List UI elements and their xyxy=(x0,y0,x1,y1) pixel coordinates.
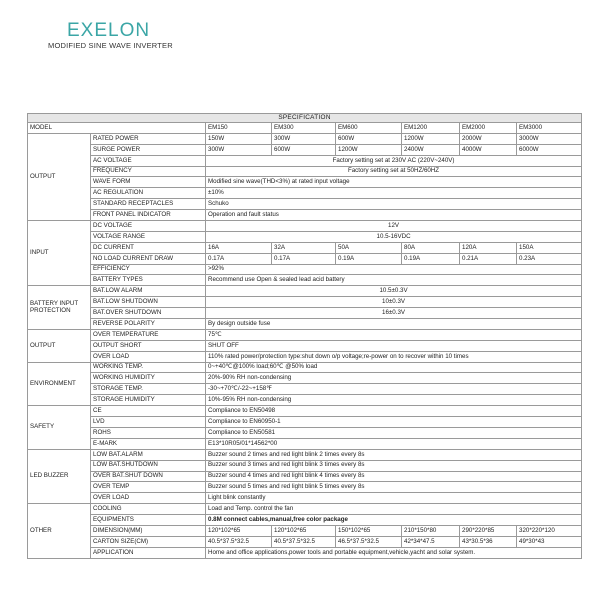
row-label: DC CURRENT xyxy=(91,242,206,253)
table-row xyxy=(28,123,582,134)
row-label: OVER LOAD xyxy=(91,493,206,504)
table-row xyxy=(28,264,582,275)
category-label: ENVIRONMENT xyxy=(28,362,91,406)
row-label: WORKING HUMIDITY xyxy=(91,373,206,384)
table-row xyxy=(28,384,582,395)
cell-value: 10%-95% RH non-condensing xyxy=(206,395,582,406)
cell-value: Modified sine wave(THD<3%) at rated input voltage xyxy=(206,177,582,188)
cell-value: By design outside fuse xyxy=(206,319,582,330)
category-line: BATTERY INPUT xyxy=(30,300,79,308)
table-row xyxy=(28,177,582,188)
cell-value: Recommend use Open & sealed lead acid battery xyxy=(206,275,582,286)
cell-value: EM1200 xyxy=(402,123,460,134)
cell-value: 2000W xyxy=(460,133,517,144)
cell-value: Compliance to EN50581 xyxy=(206,427,582,438)
cell-value: EM600 xyxy=(336,123,402,134)
row-label: DIMENSION(MM) xyxy=(91,525,206,536)
table-row xyxy=(28,482,582,493)
table-row xyxy=(28,536,582,547)
cell-value: 46.5*37.5*32.5 xyxy=(336,536,402,547)
table-row xyxy=(28,275,582,286)
cell-value: 20%-90% RH non-condensing xyxy=(206,373,582,384)
row-label: STANDARD RECEPTACLES xyxy=(91,199,206,210)
row-label: EFFICIENCY xyxy=(91,264,206,275)
cell-value: 10±0.3V xyxy=(206,297,582,308)
row-label: DC VOLTAGE xyxy=(91,221,206,232)
row-label: BAT.LOW SHUTDOWN xyxy=(91,297,206,308)
cell-value: E13*10R05/01*14562*00 xyxy=(206,438,582,449)
table-row xyxy=(28,155,582,166)
row-label: SURGE POWER xyxy=(91,144,206,155)
cell-value: 6000W xyxy=(517,144,582,155)
table-row xyxy=(28,417,582,428)
row-label: REVERSE POLARITY xyxy=(91,319,206,330)
cell-value: 80A xyxy=(402,242,460,253)
cell-value: Light blink constantly xyxy=(206,493,582,504)
table-row xyxy=(28,188,582,199)
cell-value: 4000W xyxy=(460,144,517,155)
cell-value: 120*102*65 xyxy=(206,525,272,536)
cell-value: 0.23A xyxy=(517,253,582,264)
row-label: CE xyxy=(91,406,206,417)
row-label: LOW BAT.SHUTDOWN xyxy=(91,460,206,471)
cell-value: 0.21A xyxy=(460,253,517,264)
cell-value: Buzzer sound 2 times and red light blink 2 times every 8s xyxy=(206,449,582,460)
row-label: ROHS xyxy=(91,427,206,438)
table-row xyxy=(28,308,582,319)
table-row xyxy=(28,242,582,253)
cell-value: Home and office applications,power tools and portable equipment,vehicle,yacht and solar system. xyxy=(206,547,582,558)
table-row xyxy=(28,395,582,406)
row-label: VOLTAGE RANGE xyxy=(91,231,206,242)
cell-value: 0.19A xyxy=(336,253,402,264)
table-row xyxy=(28,231,582,242)
cell-value: 210*150*80 xyxy=(402,525,460,536)
cell-value: 290*220*85 xyxy=(460,525,517,536)
cell-value: 120A xyxy=(460,242,517,253)
row-label: BAT.OVER SHUTDOWN xyxy=(91,308,206,319)
table-row xyxy=(28,438,582,449)
category-label: OUTPUT xyxy=(28,133,91,220)
cell-value: 300W xyxy=(206,144,272,155)
table-row xyxy=(28,547,582,558)
table-row xyxy=(28,406,582,417)
category-label: INPUT xyxy=(28,221,91,286)
row-label: CARTON SIZE(CM) xyxy=(91,536,206,547)
table-row xyxy=(28,493,582,504)
row-label: COOLING xyxy=(91,504,206,515)
cell-value: Factory setting set at 50HZ/60HZ xyxy=(206,166,582,177)
table-row xyxy=(28,133,582,144)
table-row xyxy=(28,525,582,536)
cell-value: Buzzer sound 5 times and red light blink 5 times every 8s xyxy=(206,482,582,493)
cell-value: Compliance to EN50498 xyxy=(206,406,582,417)
table-row xyxy=(28,329,582,340)
cell-value: 49*30*43 xyxy=(517,536,582,547)
cell-value: 120*102*65 xyxy=(272,525,336,536)
table-row xyxy=(28,449,582,460)
cell-value: EM150 xyxy=(206,123,272,134)
specification-table xyxy=(27,113,582,559)
cell-value: 16±0.3V xyxy=(206,308,582,319)
row-label: MODEL xyxy=(28,123,206,134)
cell-value: 10.5-16VDC xyxy=(206,231,582,242)
cell-value: 1200W xyxy=(336,144,402,155)
cell-value: 320*220*120 xyxy=(517,525,582,536)
table-row xyxy=(28,166,582,177)
cell-value: Operation and fault status xyxy=(206,210,582,221)
row-label: STORAGE TEMP. xyxy=(91,384,206,395)
cell-value: 600W xyxy=(272,144,336,155)
category-label xyxy=(28,286,91,330)
cell-value: 0.17A xyxy=(206,253,272,264)
row-label: FREQUENCY xyxy=(91,166,206,177)
row-label: APPLICATION xyxy=(91,547,206,558)
category-label: LED BUZZER xyxy=(28,449,91,503)
cell-value: Buzzer sound 3 times and red light blink 3 times every 8s xyxy=(206,460,582,471)
table-row xyxy=(28,427,582,438)
cell-value: EM3000 xyxy=(517,123,582,134)
cell-value: 300W xyxy=(272,133,336,144)
cell-value: 0.8M connect cables,manual,free color package xyxy=(206,515,582,526)
cell-value: Schuko xyxy=(206,199,582,210)
table-row xyxy=(28,221,582,232)
table-row xyxy=(28,340,582,351)
cell-value: 40.5*37.5*32.5 xyxy=(272,536,336,547)
cell-value: EM2000 xyxy=(460,123,517,134)
row-label: LOW BAT.ALARM xyxy=(91,449,206,460)
cell-value: Buzzer sound 4 times and red light blink 4 times every 8s xyxy=(206,471,582,482)
category-label: SAFETY xyxy=(28,406,91,450)
row-label: OVER TEMP xyxy=(91,482,206,493)
row-label: OVER LOAD xyxy=(91,351,206,362)
cell-value: 12V xyxy=(206,221,582,232)
cell-value: ±10% xyxy=(206,188,582,199)
row-label: BATTERY TYPES xyxy=(91,275,206,286)
row-label: AC VOLTAGE xyxy=(91,155,206,166)
row-label: WAVE FORM xyxy=(91,177,206,188)
cell-value: 42*34*47.5 xyxy=(402,536,460,547)
cell-value: 32A xyxy=(272,242,336,253)
cell-value: 2400W xyxy=(402,144,460,155)
row-label: E-MARK xyxy=(91,438,206,449)
row-label: BAT.LOW ALARM xyxy=(91,286,206,297)
cell-value: 150W xyxy=(206,133,272,144)
cell-value: Compliance to EN60950-1 xyxy=(206,417,582,428)
table-row xyxy=(28,515,582,526)
table-row xyxy=(28,286,582,297)
cell-value: 150A xyxy=(517,242,582,253)
cell-value: >92% xyxy=(206,264,582,275)
row-label: LVD xyxy=(91,417,206,428)
row-label: OUTPUT SHORT xyxy=(91,340,206,351)
row-label: OVER BAT.SHUT DOWN xyxy=(91,471,206,482)
row-label: FRONT PANEL INDICATOR xyxy=(91,210,206,221)
table-title: SPECIFICATION xyxy=(28,114,582,123)
cell-value: 43*30.5*36 xyxy=(460,536,517,547)
cell-value: 110% rated power/protection type:shut down o/p voltage;re-power on to recover within 10 times xyxy=(206,351,582,362)
row-label: NO LOAD CURRENT DRAW xyxy=(91,253,206,264)
table-row xyxy=(28,253,582,264)
table-row xyxy=(28,373,582,384)
cell-value: 75℃ xyxy=(206,329,582,340)
table-row xyxy=(28,114,582,123)
cell-value: Factory setting set at 230V AC (220V~240V) xyxy=(206,155,582,166)
cell-value: 3000W xyxy=(517,133,582,144)
table-row xyxy=(28,460,582,471)
category-label: OTHER xyxy=(28,504,91,558)
header xyxy=(0,0,600,110)
row-label: AC REGULATION xyxy=(91,188,206,199)
category-label: OUTPUT xyxy=(28,329,91,362)
cell-value: 0.17A xyxy=(272,253,336,264)
category-line: PROTECTION xyxy=(30,306,71,314)
table-row xyxy=(28,504,582,515)
cell-value: 150*102*65 xyxy=(336,525,402,536)
row-label: EQUIPMENTS xyxy=(91,515,206,526)
cell-value: 0~+40℃@100% load;60℃ @50% load xyxy=(206,362,582,373)
cell-value: 0.19A xyxy=(402,253,460,264)
cell-value: -30~+70℃/-22~+158℉ xyxy=(206,384,582,395)
row-label: WORKING TEMP. xyxy=(91,362,206,373)
cell-value: 10.5±0.3V xyxy=(206,286,582,297)
row-label: STORAGE HUMIDITY xyxy=(91,395,206,406)
table-row xyxy=(28,319,582,330)
table-row xyxy=(28,210,582,221)
cell-value: 40.5*37.5*32.5 xyxy=(206,536,272,547)
table-row xyxy=(28,297,582,308)
row-label: RATED POWER xyxy=(91,133,206,144)
cell-value: 16A xyxy=(206,242,272,253)
product-subtitle: MODIFIED SINE WAVE INVERTER xyxy=(48,41,173,50)
table-row xyxy=(28,199,582,210)
cell-value: SHUT OFF xyxy=(206,340,582,351)
cell-value: EM300 xyxy=(272,123,336,134)
cell-value: 1200W xyxy=(402,133,460,144)
brand-logo: EXELON xyxy=(67,20,151,41)
row-label: OVER TEMPERATURE xyxy=(91,329,206,340)
cell-value: 50A xyxy=(336,242,402,253)
table-row xyxy=(28,351,582,362)
table-row xyxy=(28,471,582,482)
table-row xyxy=(28,144,582,155)
table-row xyxy=(28,362,582,373)
cell-value: 600W xyxy=(336,133,402,144)
cell-value: Load and Temp. control the fan xyxy=(206,504,582,515)
